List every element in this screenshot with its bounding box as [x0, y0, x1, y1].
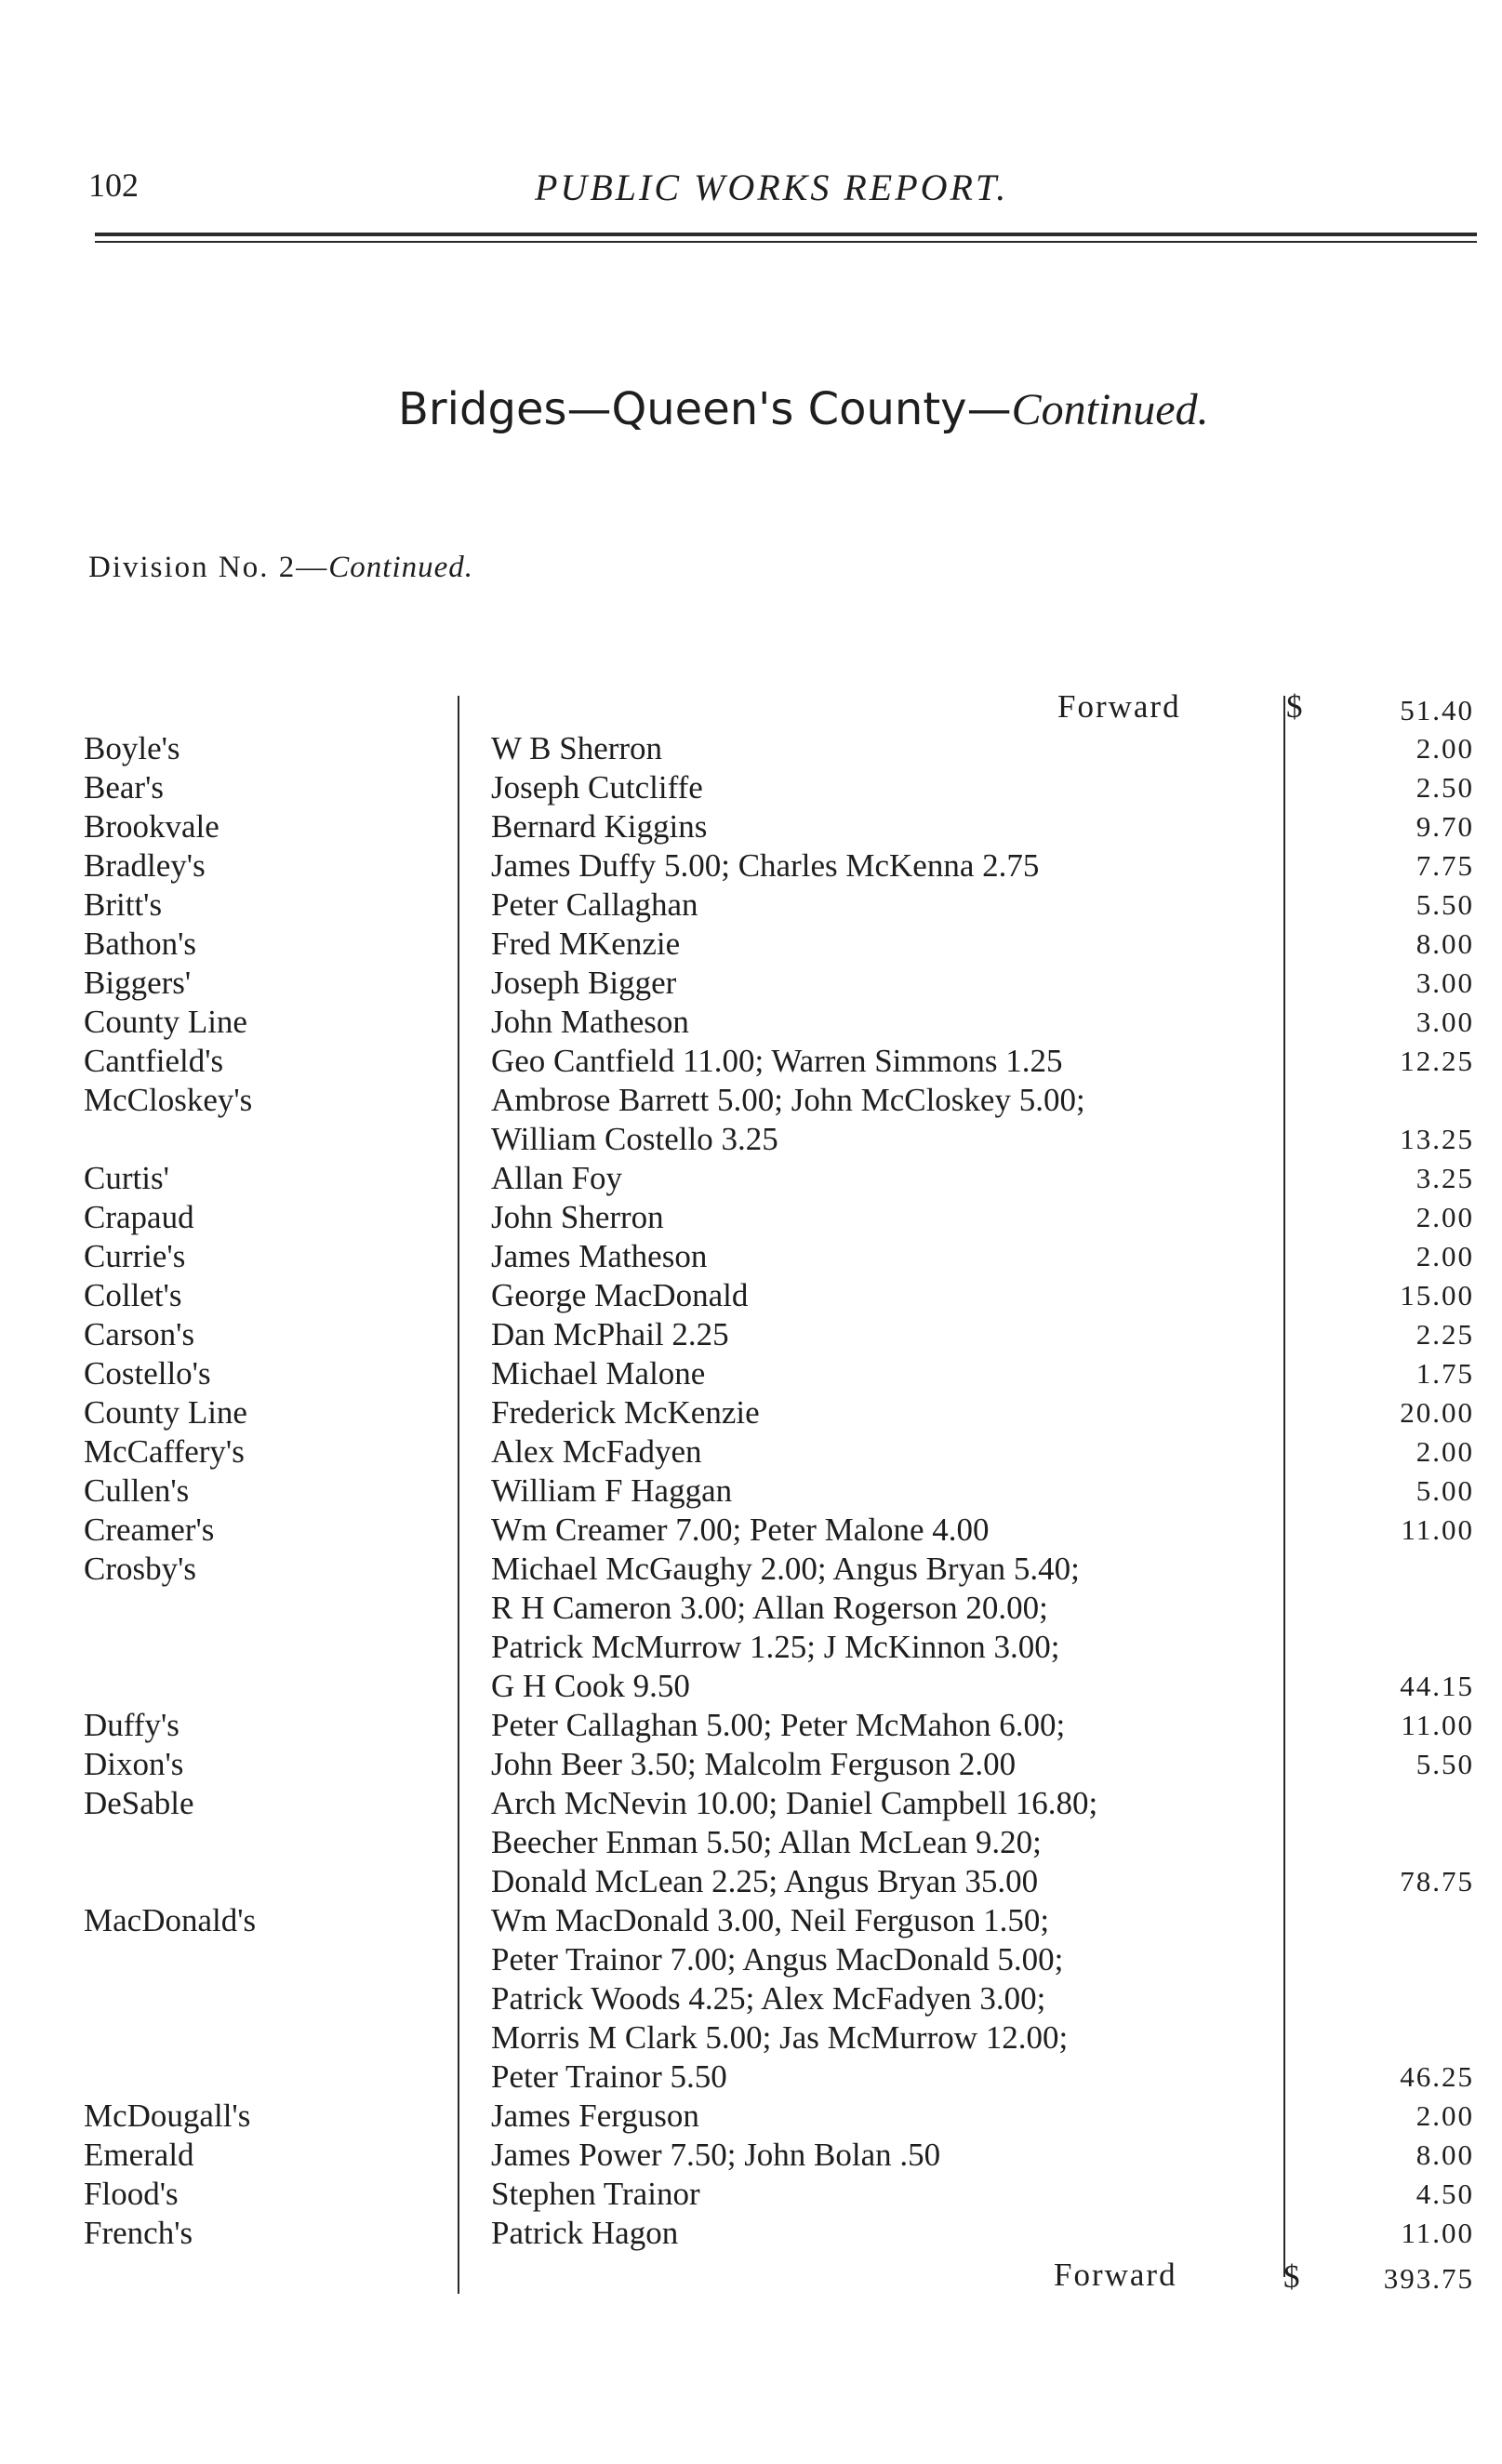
payee-line: William F Haggan [491, 1472, 733, 1509]
payee-line: Fred MKenzie [491, 926, 681, 962]
bridge-name: Biggers' [84, 965, 192, 1001]
payee-line: Joseph Cutcliffe [491, 769, 703, 806]
ledger-row [0, 768, 1502, 807]
bridge-name: McCloskey's [84, 1082, 253, 1118]
bridge-name: Crosby's [84, 1551, 197, 1587]
division-label: Division No. 2— [88, 551, 329, 584]
ledger-row [0, 964, 1502, 1003]
amount: 9.70 [1416, 810, 1474, 843]
ledger-row [0, 886, 1502, 925]
ledger-row [0, 1550, 1502, 1589]
amount: 5.00 [1416, 1474, 1474, 1507]
bridge-name: Brookvale [84, 808, 219, 845]
forward-top-amount: 51.40 [1400, 694, 1474, 726]
bridge-name: County Line [84, 1004, 247, 1040]
payee-line: Michael McGaughy 2.00; Angus Bryan 5.40; [491, 1551, 1080, 1587]
bridge-name: French's [84, 2215, 193, 2251]
ledger-row [0, 2058, 1502, 2097]
payee-line: Frederick McKenzie [491, 1394, 760, 1431]
header-rule-thin [95, 241, 1477, 243]
ledger-row [0, 1198, 1502, 1237]
ledger-row [0, 2136, 1502, 2175]
bridge-name: Bradley's [84, 847, 206, 884]
amount: 7.75 [1416, 849, 1474, 882]
ledger-row [0, 1940, 1502, 1979]
ledger-row [0, 925, 1502, 964]
amount: 2.00 [1416, 2099, 1474, 2132]
payee-line: George MacDonald [491, 1277, 749, 1313]
bridge-name: Cantfield's [84, 1043, 224, 1079]
bridge-name: Bathon's [84, 926, 197, 962]
ledger-row [0, 2018, 1502, 2058]
bridge-name: Britt's [84, 886, 163, 923]
bridge-name: Carson's [84, 1316, 195, 1352]
amount: 8.00 [1416, 927, 1474, 960]
payee-line: Stephen Trainor [491, 2176, 700, 2212]
payee-line: R H Cameron 3.00; Allan Rogerson 20.00; [491, 1590, 1048, 1626]
ledger-row [0, 1784, 1502, 1823]
amount: 2.25 [1416, 1318, 1474, 1351]
bridge-name: MacDonald's [84, 1902, 257, 1938]
bridge-name: County Line [84, 1394, 247, 1431]
bridge-name: DeSable [84, 1785, 194, 1821]
payee-line: Dan McPhail 2.25 [491, 1316, 729, 1352]
ledger-row [0, 1432, 1502, 1472]
payee-line: Peter Callaghan 5.00; Peter McMahon 6.00; [491, 1707, 1066, 1743]
amount: 3.00 [1416, 1006, 1474, 1038]
bridge-name: Crapaud [84, 1199, 194, 1235]
ledger-row [0, 1979, 1502, 2018]
payee-line: Donald McLean 2.25; Angus Bryan 35.00 [491, 1863, 1039, 1899]
amount: 2.00 [1416, 1201, 1474, 1233]
bridge-name: Duffy's [84, 1707, 179, 1743]
ledger-row [0, 1159, 1502, 1198]
amount: 2.00 [1416, 1435, 1474, 1468]
payee-line: James Matheson [491, 1238, 708, 1274]
section-title [398, 383, 1209, 435]
payee-line: Patrick Hagon [491, 2215, 679, 2251]
bridge-name: Curtis' [84, 1160, 169, 1196]
payee-line: William Costello 3.25 [491, 1121, 778, 1157]
payee-line: John Sherron [491, 1199, 664, 1235]
section-title-main: Bridges—Queen's County— [398, 383, 1012, 435]
payee-line: Joseph Bigger [491, 965, 677, 1001]
bridge-name: Collet's [84, 1277, 182, 1313]
bridge-name: Dixon's [84, 1746, 184, 1782]
ledger-row [0, 729, 1502, 768]
page-number: 102 [88, 166, 139, 204]
amount: 46.25 [1400, 2060, 1474, 2093]
ledger-row [0, 1120, 1502, 1159]
ledger-row [0, 2097, 1502, 2136]
ledger-row [0, 2214, 1502, 2253]
ledger-row [0, 1706, 1502, 1745]
ledger-row [0, 1276, 1502, 1315]
payee-line: James Ferguson [491, 2098, 699, 2134]
amount: 3.25 [1416, 1162, 1474, 1194]
amount: 2.00 [1416, 732, 1474, 765]
ledger-row [0, 1081, 1502, 1120]
amount: 4.50 [1416, 2178, 1474, 2210]
ledger-row [0, 1042, 1502, 1081]
payee-line: James Duffy 5.00; Charles McKenna 2.75 [491, 847, 1040, 884]
payee-line: Beecher Enman 5.50; Allan McLean 9.20; [491, 1824, 1042, 1860]
payee-line: Wm MacDonald 3.00, Neil Ferguson 1.50; [491, 1902, 1050, 1938]
header-rule-thick [95, 233, 1477, 236]
ledger-row [0, 1354, 1502, 1393]
ledger-row [0, 1237, 1502, 1276]
ledger-row [0, 807, 1502, 846]
bridge-name: Costello's [84, 1355, 211, 1392]
bridge-name: Boyle's [84, 730, 180, 766]
payee-line: James Power 7.50; John Bolan .50 [491, 2137, 941, 2173]
payee-line: John Beer 3.50; Malcolm Ferguson 2.00 [491, 1746, 1017, 1782]
section-title-continued: Continued. [1011, 385, 1209, 434]
forward-top-label: Forward [1057, 688, 1181, 725]
bridge-name: McDougall's [84, 2098, 251, 2134]
payee-line: Michael Malone [491, 1355, 706, 1392]
amount: 11.00 [1401, 1513, 1474, 1546]
amount: 2.50 [1416, 771, 1474, 804]
payee-line: Peter Trainor 7.00; Angus MacDonald 5.00; [491, 1941, 1064, 1978]
bridge-name: Flood's [84, 2176, 179, 2212]
payee-line: Geo Cantfield 11.00; Warren Simmons 1.25 [491, 1043, 1063, 1079]
amount: 3.00 [1416, 966, 1474, 999]
amount: 11.00 [1401, 2217, 1474, 2249]
division-heading [88, 551, 473, 585]
ledger-row [0, 1823, 1502, 1862]
ledger-row [0, 1315, 1502, 1354]
payee-line: John Matheson [491, 1004, 689, 1040]
payee-line: Alex McFadyen [491, 1433, 702, 1470]
amount: 15.00 [1400, 1279, 1474, 1312]
amount: 44.15 [1400, 1670, 1474, 1702]
payee-line: Ambrose Barrett 5.00; John McCloskey 5.00; [491, 1082, 1085, 1118]
bridge-name: Creamer's [84, 1512, 215, 1548]
payee-line: Patrick McMurrow 1.25; J McKinnon 3.00; [491, 1629, 1060, 1665]
ledger-row [0, 1393, 1502, 1432]
ledger-row [0, 1901, 1502, 1940]
payee-line: Morris M Clark 5.00; Jas McMurrow 12.00; [491, 2019, 1069, 2056]
payee-line: Bernard Kiggins [491, 808, 708, 845]
forward-bottom-label: Forward [1054, 2257, 1177, 2293]
payee-line: Peter Callaghan [491, 886, 698, 923]
amount: 11.00 [1401, 1709, 1474, 1741]
payee-line: Patrick Woods 4.25; Alex McFadyen 3.00; [491, 1980, 1046, 2017]
ledger-row [0, 2175, 1502, 2214]
ledger-row [0, 1003, 1502, 1042]
payee-line: G H Cook 9.50 [491, 1668, 690, 1704]
ledger-row [0, 1589, 1502, 1628]
amount: 5.50 [1416, 1748, 1474, 1780]
ledger-row [0, 1745, 1502, 1784]
bridge-name: Currie's [84, 1238, 186, 1274]
amount: 1.75 [1416, 1357, 1474, 1390]
running-title: PUBLIC WORKS REPORT. [535, 166, 1009, 208]
division-continued: Continued. [328, 551, 474, 584]
payee-line: Arch McNevin 10.00; Daniel Campbell 16.80; [491, 1785, 1098, 1821]
amount: 78.75 [1400, 1865, 1474, 1898]
payee-line: Peter Trainor 5.50 [491, 2058, 727, 2095]
forward-bottom-amount: 393.75 [1383, 2262, 1474, 2295]
amount: 20.00 [1400, 1396, 1474, 1429]
bridge-name: McCaffery's [84, 1433, 245, 1470]
ledger-row [0, 1667, 1502, 1706]
ledger-row [0, 1862, 1502, 1901]
amount: 12.25 [1400, 1045, 1474, 1077]
payee-line: W B Sherron [491, 730, 663, 766]
amount: 5.50 [1416, 888, 1474, 921]
amount: 8.00 [1416, 2138, 1474, 2171]
bridge-name: Bear's [84, 769, 164, 806]
bridge-name: Emerald [84, 2137, 194, 2173]
payee-line: Wm Creamer 7.00; Peter Malone 4.00 [491, 1512, 990, 1548]
ledger-row [0, 846, 1502, 886]
ledger-row [0, 1628, 1502, 1667]
amount: 2.00 [1416, 1240, 1474, 1272]
forward-bottom-currency: $ [1283, 2258, 1300, 2295]
bridge-name: Cullen's [84, 1472, 190, 1509]
amount: 13.25 [1400, 1123, 1474, 1155]
ledger-row [0, 1472, 1502, 1511]
forward-top-currency: $ [1286, 688, 1303, 725]
payee-line: Allan Foy [491, 1160, 622, 1196]
ledger-row [0, 1511, 1502, 1550]
